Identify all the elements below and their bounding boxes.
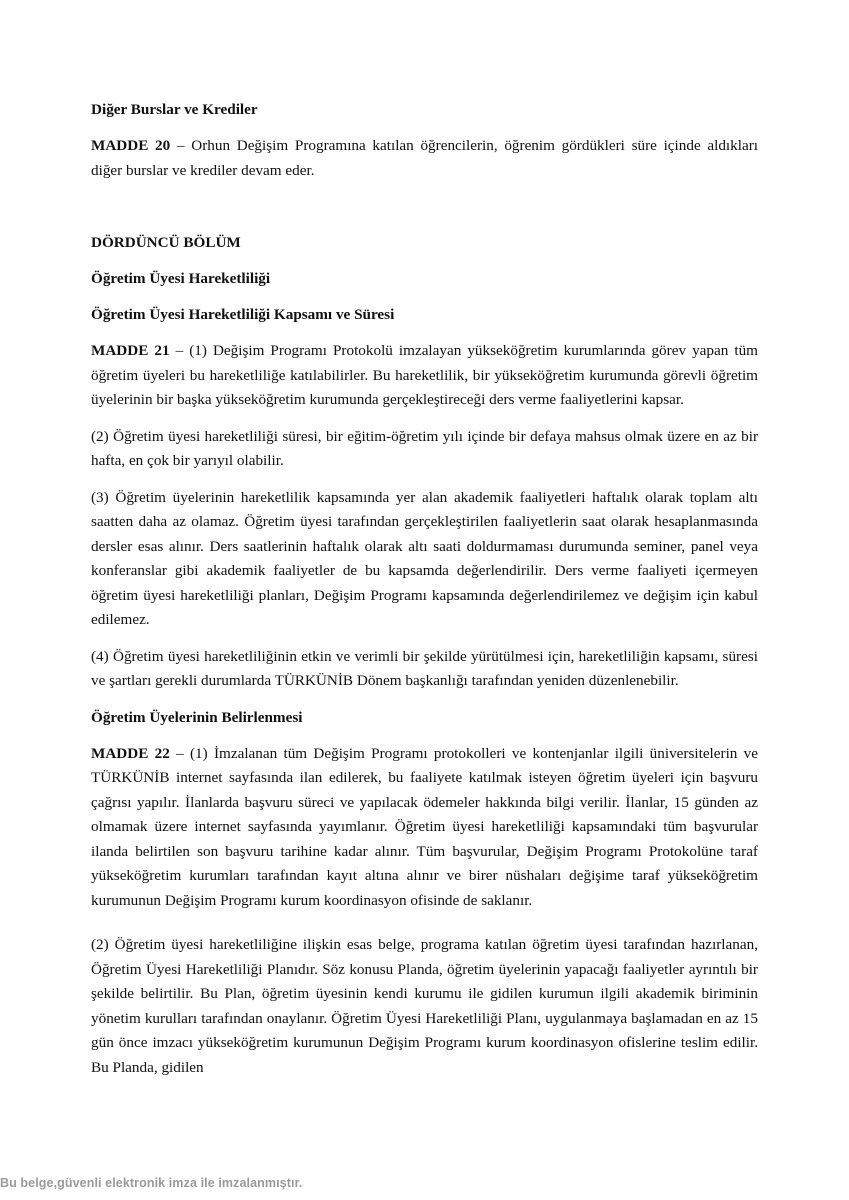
article-20-label: MADDE 20 [91,137,171,154]
article-22-text: – (1) İmzalanan tüm Değişim Programı protokolleri ve kontenjanlar ilgili üniversitelerin ve TÜRKÜNİB internet sayfasında ilan edilerek, bu faaliyete katılmak isteyen öğretim üyeleri için başvuru çağrısı yapılır. İlanlarda başvuru süreci ve yapılacak ödemeler hakkında bilgi verilir. İlanlar, 15 günden az olmamak üzere internet sayfasında yayımlanır. Öğretim üyesi hareketliliği kapsamındaki tüm başvurular ilanda belirtilen son başvuru tarihine kadar alınır. Tüm başvurular, Değişim Programı Protokolüne taraf yükseköğretim kurumları tarafından kayıt altına alınır ve birer nüshaları değişime taraf yükseköğretim kurumunun Değişim Programı kurum koordinasyon ofisinde de saklanır. [91,744,758,909]
spacer [91,925,758,933]
article-22-para-1 [91,742,758,914]
chapter-title: DÖRDÜNCÜ BÖLÜM [91,234,241,251]
section-heading-scope: Öğretim Üyesi Hareketliliği Kapsamı ve Süresi [91,306,395,323]
section-heading-selection: Öğretim Üyelerinin Belirlenmesi [91,708,303,726]
document-page [91,98,758,1092]
article-21-para-1 [91,339,758,413]
article-21-label: MADDE 21 [91,342,170,359]
article-20 [91,134,758,183]
spacer [91,195,758,231]
article-22-para-2: (2) Öğretim üyesi hareketliliğine ilişkin esas belge, programa katılan öğretim üyesi tarafından hazırlanan, Öğretim Üyesi Hareketliliği Planıdır. Söz konusu Planda, öğretim üyelerinin yapacağı faaliyetler ayrıntılı bir şekilde belirtilir. Bu Plan, öğretim üyesinin kendi kurumu ile gidilen kurumun ilgili akademik biriminin yönetim kurulları tarafından onaylanır. Öğretim Üyesi Hareketliliği Planı, uygulanmaya başlamadan en az 15 gün önce imzacı yükseköğretim kurumunun Değişim Programı kurum koordinasyon ofislerine teslim edilir. Bu Planda, gidilen [91,936,758,1076]
chapter-subtitle: Öğretim Üyesi Hareketliliği [91,270,271,287]
article-21-text: – (1) Değişim Programı Protokolü imzalayan yükseköğretim kurumlarında görev yapan tüm öğretim üyeleri bu hareketliliğe katılabilirler. Bu hareketlilik, bir yükseköğretim kurumunda görevli öğretim üyelerinin bir başka yükseköğretim kurumunda gerçekleştireceği ders verme faaliyetlerini kapsar. [91,342,758,408]
e-signature-footer: Bu belge,güvenli elektronik imza ile imzalanmıştır. [0,1176,303,1190]
article-22-label: MADDE 22 [91,744,170,762]
article-21-para-2: (2) Öğretim üyesi hareketliliği süresi, bir eğitim-öğretim yılı içinde bir defaya mahsus olmak üzere en az bir hafta, en çok bir yarıyıl olabilir. [91,427,758,469]
article-21-para-3: (3) Öğretim üyelerinin hareketlilik kapsamında yer alan akademik faaliyetleri haftalık olarak toplam altı saatten daha az olamaz. Öğretim üyesi tarafından gerçekleştirilen faaliyetlerin saat olarak hesaplanmasında dersler esas alınır. Ders saatlerinin haftalık olarak altı saati doldurmaması durumunda seminer, panel veya konferanslar gibi akademik faaliyetler de bu kapsamda değerlendirilir. Ders verme faaliyeti içermeyen öğretim üyesi hareketliliği planları, Değişim Programı kapsamında değerlendirilemez ve değişim için kabul edilemez. [91,488,758,628]
article-20-text: – Orhun Değişim Programına katılan öğrencilerin, öğrenim gördükleri süre içinde aldıkları diğer burslar ve krediler devam eder. [91,137,758,179]
article-21-para-4: (4) Öğretim üyesi hareketliliğinin etkin ve verimli bir şekilde yürütülmesi için, hareketliliğin kapsamı, süresi ve şartları gerekli durumlarda TÜRKÜNİB Dönem başkanlığı tarafından yeniden düzenlenebilir. [91,647,758,689]
section-heading-other-scholarships: Diğer Burslar ve Krediler [91,101,258,118]
